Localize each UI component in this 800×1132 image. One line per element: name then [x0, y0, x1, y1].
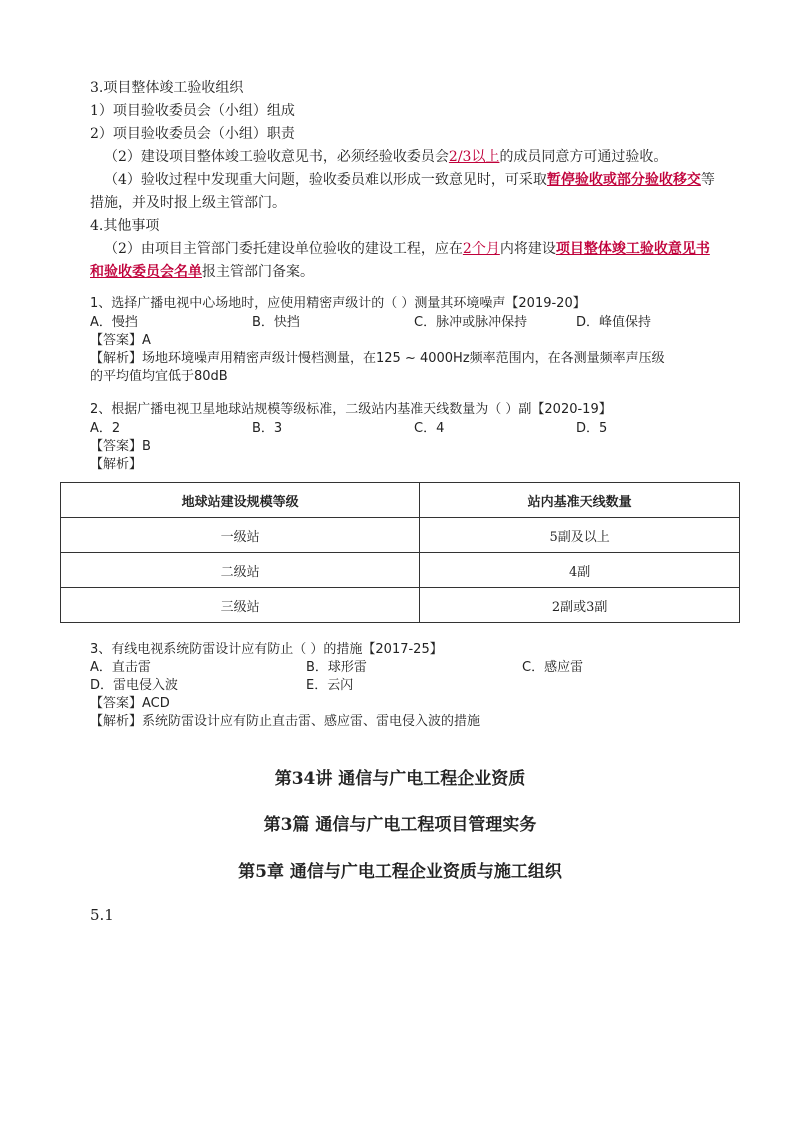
table-header-cell: 站内基准天线数量 — [420, 483, 740, 518]
para2-text-b: 的成员同意方可通过验收。 — [499, 149, 668, 165]
s4-text-a: （2）由项目主管部门委托建设单位验收的建设工程，应在 — [104, 241, 463, 257]
section3-para2 — [104, 147, 667, 167]
section3-para4 — [104, 170, 715, 190]
q3-stem: 3、有线电视系统防雷设计应有防止（ ）的措施【2017-25】 — [90, 642, 443, 657]
q1-option-d: D．峰值保持 — [576, 315, 652, 330]
q2-answer: 【答案】B — [90, 439, 151, 454]
section3-para4-cont: 措施，并及时报上级主管部门。 — [90, 195, 286, 211]
q2-option-b: B．3 — [252, 421, 283, 436]
section4-title: 4.其他事项 — [90, 218, 160, 234]
q3-option-b: B．球形雷 — [306, 660, 367, 675]
s4-highlight3: 和验收委员会名单 — [90, 264, 202, 280]
table-row — [61, 588, 740, 623]
section4-para2-cont — [90, 262, 314, 282]
para4-text-b: 等 — [700, 172, 715, 188]
section3-item2: 2）项目验收委员会（小组）职责 — [90, 126, 295, 142]
table-cell: 二级站 — [61, 553, 420, 588]
q1-answer: 【答案】A — [90, 333, 151, 348]
q1-stem: 1、选择广播电视中心场地时，应使用精密声级计的（ ）测量其环境噪声【2019-20】 — [90, 296, 586, 311]
q1-option-b: B．快挡 — [252, 315, 300, 330]
s4-highlight2: 项目整体竣工验收意见书 — [555, 241, 710, 257]
q2-option-a: A．2 — [90, 421, 121, 436]
part-heading: 第3篇 通信与广电工程项目管理实务 — [263, 815, 537, 835]
table-cell: 2副或3副 — [420, 588, 740, 623]
s4-text-b: 内将建设 — [499, 241, 556, 257]
table-cell: 4副 — [420, 553, 740, 588]
q3-analysis: 【解析】系统防雷设计应有防止直击雷、感应雷、雷电侵入波的措施 — [90, 714, 481, 729]
s4-text-c: 报主管部门备案。 — [202, 264, 314, 280]
section3-item1: 1）项目验收委员会（小组）组成 — [90, 103, 295, 119]
q1-option-c: C．脉冲或脉冲保持 — [414, 315, 528, 330]
q3-option-c: C．感应雷 — [522, 660, 584, 675]
para4-highlight: 暂停验收或部分验收移交 — [546, 172, 701, 188]
q2-analysis: 【解析】 — [90, 457, 143, 472]
section-number: 5.1 — [90, 906, 114, 924]
q3-answer: 【答案】ACD — [90, 696, 170, 711]
table-header-cell: 地球站建设规模等级 — [61, 483, 420, 518]
q1-analysis-line2: 的平均值均宜低于80dB — [90, 369, 228, 384]
q2-stem: 2、根据广播电视卫星地球站规模等级标准，二级站内基准天线数量为（ ）副【2020-19】 — [90, 402, 612, 417]
table-cell: 三级站 — [61, 588, 420, 623]
section4-para2 — [104, 239, 710, 259]
para2-text-a: （2）建设项目整体竣工验收意见书，必须经验收委员会 — [104, 149, 449, 165]
q3-option-a: A．直击雷 — [90, 660, 151, 675]
table-cell: 一级站 — [61, 518, 420, 553]
q1-option-a: A．慢挡 — [90, 315, 138, 330]
s4-highlight1: 2个月 — [462, 241, 500, 257]
q3-option-d: D．雷电侵入波 — [90, 678, 179, 693]
table-row — [61, 553, 740, 588]
q3-option-e: E．云闪 — [306, 678, 354, 693]
q1-analysis-line1: 【解析】场地环境噪声用精密声级计慢档测量，在125 ~ 4000Hz频率范围内，在各测量频率声压级 — [90, 351, 665, 366]
chapter-heading: 第5章 通信与广电工程企业资质与施工组织 — [238, 862, 562, 882]
para4-text-a: （4）验收过程中发现重大问题，验收委员难以形成一致意见时，可采取 — [104, 172, 547, 188]
table-cell: 5副及以上 — [420, 518, 740, 553]
antenna-table — [60, 482, 740, 623]
table-header-row — [61, 483, 740, 518]
para2-highlight: 2/3以上 — [448, 149, 500, 165]
table-row — [61, 518, 740, 553]
section3-title: 3.项目整体竣工验收组织 — [90, 80, 244, 96]
lecture-heading: 第34讲 通信与广电工程企业资质 — [274, 769, 526, 789]
q2-option-c: C．4 — [414, 421, 445, 436]
q2-option-d: D．5 — [576, 421, 608, 436]
